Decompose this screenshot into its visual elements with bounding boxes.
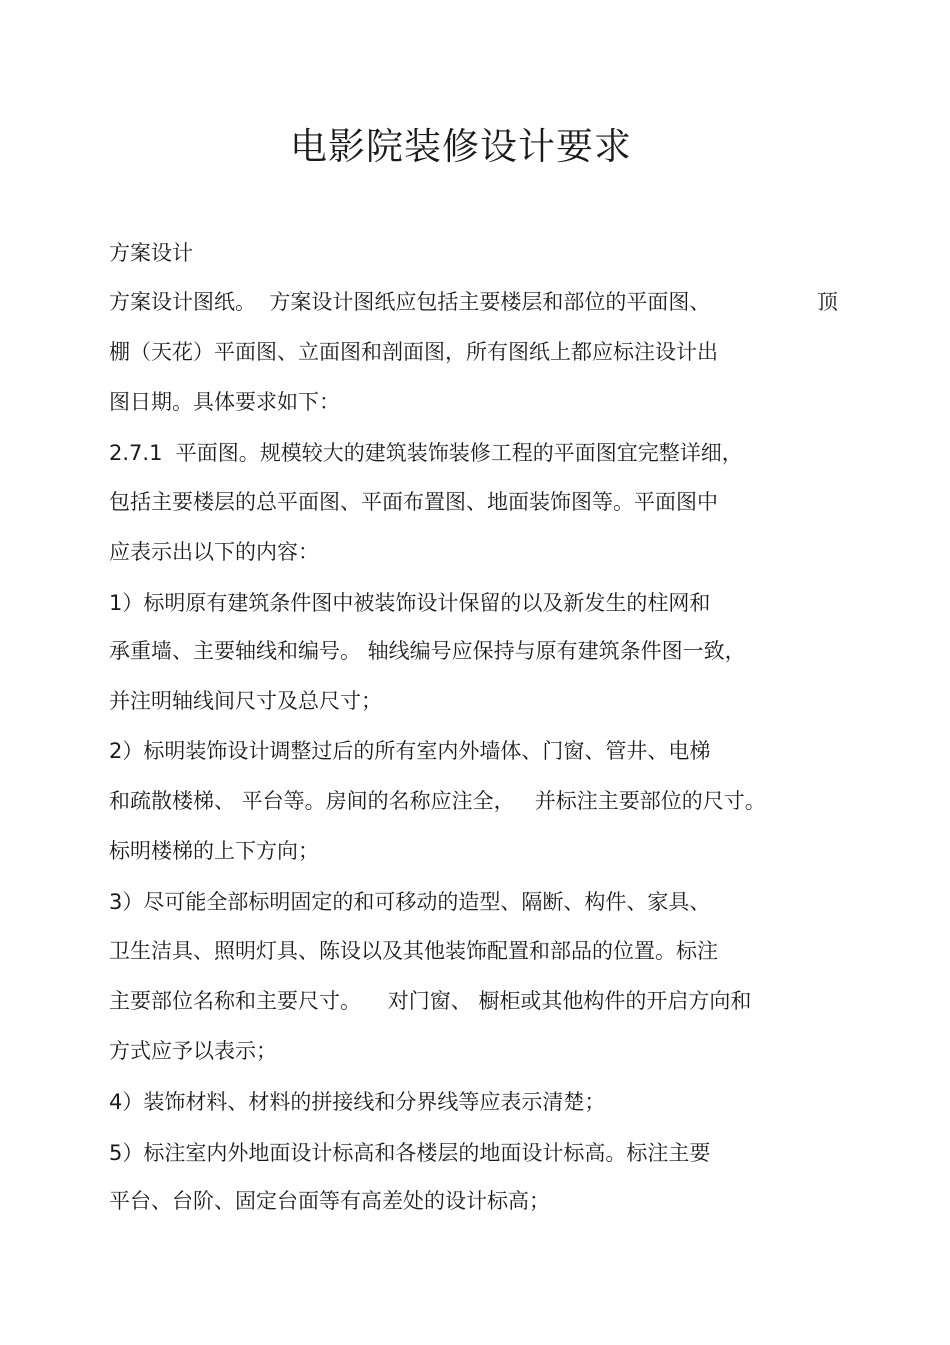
section-heading: 方案设计 bbox=[109, 241, 193, 265]
paragraph-line: 方案设计图纸。 方案设计图纸应包括主要楼层和部位的平面图、 bbox=[109, 290, 711, 314]
paragraph-line: 并注明轴线间尺寸及总尺寸； bbox=[109, 689, 382, 713]
paragraph-line: 1）标明原有建筑条件图中被装饰设计保留的以及新发生的柱网和 bbox=[109, 591, 711, 615]
paragraph-line: 顶 bbox=[817, 290, 838, 314]
paragraph-line: 图日期。具体要求如下： bbox=[109, 390, 340, 414]
paragraph-line: 卫生洁具、照明灯具、陈设以及其他装饰配置和部品的位置。标注 bbox=[109, 939, 718, 963]
paragraph-line: 和疏散楼梯、 平台等。房间的名称应注全， 并标注主要部位的尺寸。 bbox=[109, 789, 766, 813]
paragraph-line: 5）标注室内外地面设计标高和各楼层的地面设计标高。标注主要 bbox=[109, 1141, 711, 1165]
paragraph-line: 应表示出以下的内容： bbox=[109, 540, 319, 564]
paragraph-line: 4）装饰材料、材料的拼接线和分界线等应表示清楚； bbox=[109, 1090, 606, 1114]
paragraph-line: 承重墙、主要轴线和编号。 轴线编号应保持与原有建筑条件图一致， bbox=[109, 639, 746, 663]
paragraph-line: 主要部位名称和主要尺寸。 对门窗、 橱柜或其他构件的开启方向和 bbox=[109, 989, 752, 1013]
paragraph-line: 方式应予以表示； bbox=[109, 1039, 277, 1063]
paragraph-line: 包括主要楼层的总平面图、平面布置图、地面装饰图等。平面图中 bbox=[109, 490, 718, 514]
paragraph-line: 棚（天花）平面图、立面图和剖面图，所有图纸上都应标注设计出 bbox=[109, 340, 718, 364]
paragraph-line: 标明楼梯的上下方向； bbox=[109, 839, 319, 863]
paragraph-line: 3）尽可能全部标明固定的和可移动的造型、隔断、构件、家具、 bbox=[109, 890, 711, 914]
paragraph-line: 平台、台阶、固定台面等有高差处的设计标高； bbox=[109, 1189, 550, 1213]
paragraph-line: 2）标明装饰设计调整过后的所有室内外墙体、门窗、管井、电梯 bbox=[109, 739, 711, 763]
paragraph-line: 2.7.1 平面图。规模较大的建筑装饰装修工程的平面图宜完整详细， bbox=[109, 441, 743, 465]
document-title: 电影院装修设计要求 bbox=[290, 125, 632, 168]
